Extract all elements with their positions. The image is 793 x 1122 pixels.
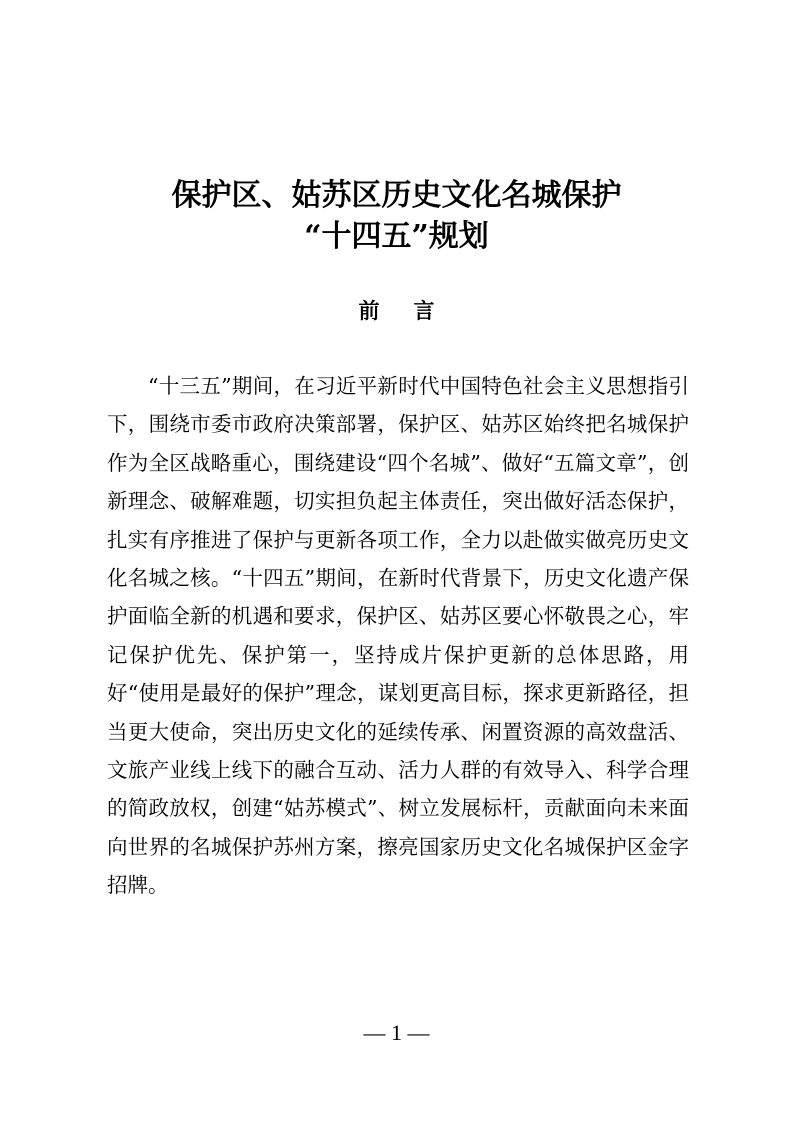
document-title-line-1: 保护区、姑苏区历史文化名城保护 [171, 178, 622, 213]
page-number: — 1 — [363, 1020, 430, 1045]
document-title-line-2: “十四五”规划 [304, 219, 489, 254]
preface-heading: 前言 [358, 299, 469, 323]
preface-paragraph: “十三五”期间，在习近平新时代中国特色社会主义思想指引下，围绕市委市政府决策部署，保护区、姑苏区始终把名城保护作为全区战略重心，围绕建设“四个名城”、做好“五篇文章”，创新理念、破解难题，切实担负起主体责任，突出做好活态保护，扎实有序推进了保护与更新各项工作，全力以赴做实做亮历史文化名城之核。“十四五”期间，在新时代背景下，历史文化遗产保护面临全新的机遇和要求，保护区、姑苏区要心怀敬畏之心，牢记保护优先、保护第一，坚持成片保护更新的总体思路，用好“使用是最好的保护”理念，谋划更高目标，探求更新路径，担当更大使命，突出历史文化的延续传承、闲置资源的高效盘活、文旅产业线上线下的融合互动、活力人群的有效导入、科学合理的简政放权，创建“姑苏模式”、树立发展标杆，贡献面向未来面向世界的名城保护苏州方案，擦亮国家历史文化名城保护区金字招牌。 [107, 374, 689, 898]
